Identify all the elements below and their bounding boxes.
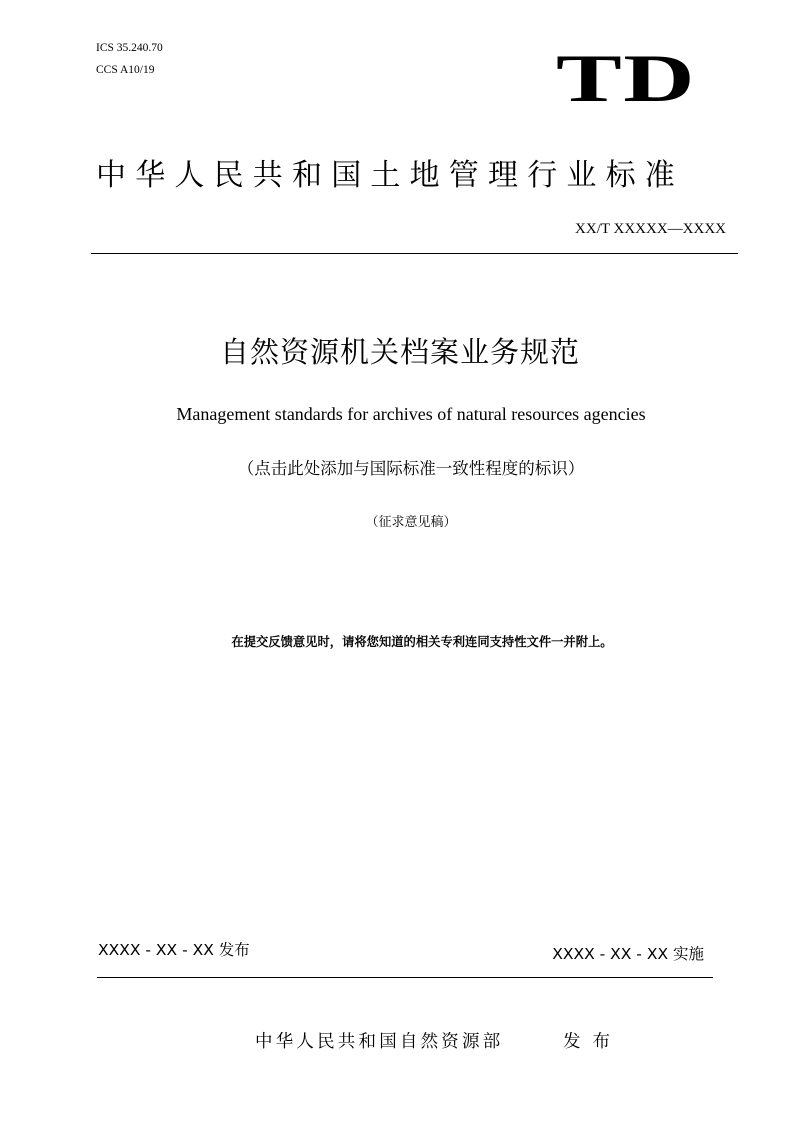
header-divider [91,253,738,254]
ccs-code: CCS A10/19 [96,64,155,76]
issue-label: 发布 [563,1032,622,1052]
ics-code: ICS 35.240.70 [96,42,163,54]
publish-date: XXXX - XX - XX 发布 [98,941,250,959]
draft-stage-label: （征求意见稿） [365,515,457,530]
standard-number: XX/T XXXXX—XXXX [575,221,726,237]
conformity-note: （点击此处添加与国际标准一致性程度的标识） [237,459,585,478]
footer-divider [97,977,713,978]
feedback-notice: 在提交反馈意见时，请将您知道的相关专利连同支持性文件一并附上。 [231,635,613,649]
document-title: 自然资源机关档案业务规范 [219,335,580,369]
td-logo: TD [556,40,696,116]
standard-category-title: 中华人民共和国土地管理行业标准 [96,158,684,193]
implement-date: XXXX - XX - XX 实施 [552,945,704,963]
document-title-english: Management standards for archives of natural resources agencies [176,404,646,424]
issuing-authority: 中华人民共和国自然资源部 [255,1032,504,1052]
